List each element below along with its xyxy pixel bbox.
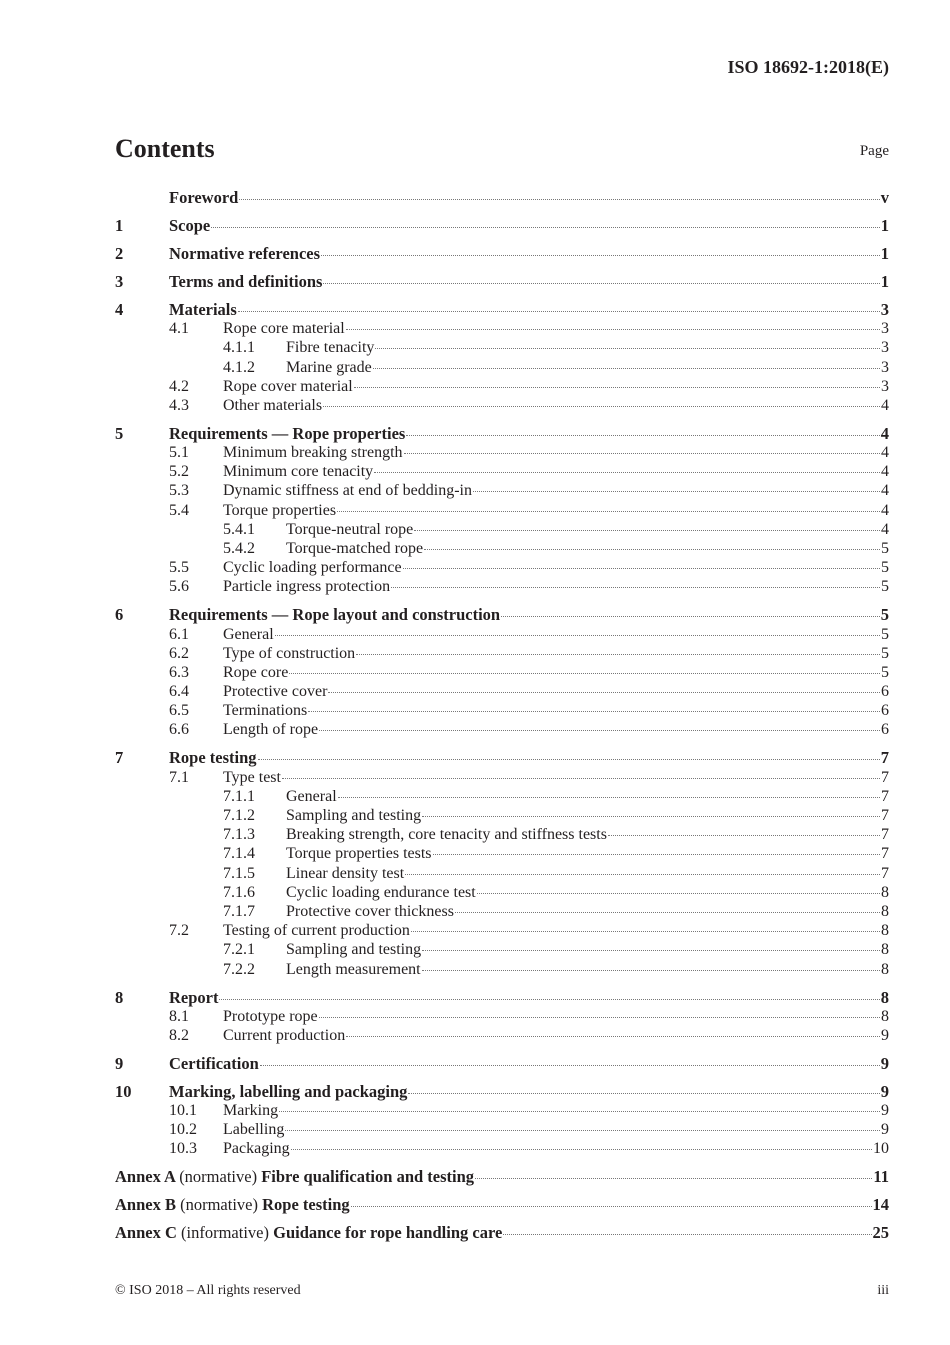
section-page: 9	[880, 1081, 889, 1101]
dot-leader	[291, 1149, 872, 1150]
toc-entry[interactable]	[115, 319, 889, 338]
section-title: Type of construction	[223, 644, 356, 662]
section-number: 8	[115, 987, 124, 1007]
toc-entry[interactable]	[115, 844, 889, 863]
section-page: 8	[881, 941, 889, 959]
section-page: 8	[881, 922, 889, 940]
dot-leader	[323, 406, 880, 407]
annex-page: 25	[872, 1223, 889, 1243]
section-page: 4	[881, 463, 889, 481]
section-page: 8	[881, 960, 889, 978]
section-title: Particle ingress protection	[223, 578, 391, 596]
section-title: Torque properties tests	[286, 845, 432, 863]
dot-leader	[282, 778, 880, 779]
section-title: Cyclic loading endurance test	[286, 883, 476, 901]
section-title: Labelling	[223, 1121, 285, 1139]
section-title: Type test	[223, 768, 281, 786]
dot-leader	[323, 283, 879, 284]
section-page: 5	[881, 644, 889, 662]
section-title: Linear density test	[286, 864, 405, 882]
section-page: 4	[881, 520, 889, 538]
section-title: Protective cover thickness	[286, 902, 454, 920]
toc-entry[interactable]	[115, 558, 889, 577]
section-page: 8	[881, 883, 889, 901]
section-number: 5.2	[169, 463, 189, 481]
section-number: 8.1	[169, 1007, 189, 1025]
section-number: 7.1.4	[223, 845, 255, 863]
annex-title: Fibre qualification and testing	[261, 1167, 475, 1187]
section-number: 7.1.7	[223, 902, 255, 920]
toc-entry[interactable]	[115, 244, 889, 263]
dot-leader	[475, 1178, 872, 1179]
toc-annex-entry[interactable]	[115, 1223, 889, 1242]
section-title: General	[223, 625, 274, 643]
section-page: v	[880, 188, 889, 207]
toc-entry[interactable]	[115, 864, 889, 883]
dot-leader	[422, 970, 880, 971]
section-number: 10.2	[169, 1121, 197, 1139]
section-title: Packaging	[223, 1140, 290, 1158]
section-number: 7.1.1	[223, 787, 255, 805]
section-page: 7	[881, 807, 889, 825]
section-page: 7	[880, 748, 889, 768]
section-title: Rope cover material	[223, 377, 353, 395]
section-number: 7.2.1	[223, 941, 255, 959]
section-title: Requirements — Rope layout and construction	[169, 605, 501, 625]
section-number: 7.1.6	[223, 883, 255, 901]
section-title: Foreword	[169, 188, 239, 207]
dot-leader	[275, 635, 880, 636]
section-number: 7	[115, 748, 124, 768]
section-title: Breaking strength, core tenacity and stiffness tests	[286, 826, 607, 844]
section-title: Marking, labelling and packaging	[169, 1081, 408, 1101]
toc-entry[interactable]	[115, 501, 889, 520]
section-number: 10.3	[169, 1140, 197, 1158]
section-title: Torque-neutral rope	[286, 520, 414, 538]
section-title: Current production	[223, 1026, 346, 1044]
section-number: 7.2.2	[223, 960, 255, 978]
dot-leader	[260, 1065, 880, 1066]
toc-entry[interactable]	[115, 1026, 889, 1045]
section-number: 7.1.2	[223, 807, 255, 825]
toc-entry[interactable]	[115, 539, 889, 558]
section-page: 8	[880, 987, 889, 1007]
toc-annex-entry[interactable]	[115, 1167, 889, 1186]
dot-leader	[373, 368, 880, 369]
section-title: Minimum breaking strength	[223, 444, 403, 462]
section-number: 5.5	[169, 559, 189, 577]
dot-leader	[473, 491, 880, 492]
section-page: 3	[881, 339, 889, 357]
section-title: Rope core material	[223, 320, 345, 338]
annex-heading	[115, 1167, 474, 1186]
toc-entry[interactable]	[115, 216, 889, 235]
toc-entry[interactable]	[115, 338, 889, 357]
section-title: Report	[169, 987, 219, 1007]
toc-entry[interactable]	[115, 462, 889, 481]
page-title: Contents	[115, 134, 215, 163]
section-title: Testing of current production	[223, 922, 410, 940]
section-page: 3	[880, 299, 889, 319]
section-number: 5.1	[169, 444, 189, 462]
dot-leader	[356, 654, 880, 655]
section-page: 9	[881, 1121, 889, 1139]
section-number: 10	[115, 1081, 132, 1101]
section-number: 5.3	[169, 482, 189, 500]
page-number: iii	[877, 1283, 889, 1298]
toc-entry[interactable]	[115, 577, 889, 596]
section-page: 3	[881, 320, 889, 338]
section-number: 3	[115, 271, 124, 291]
dot-leader	[414, 530, 880, 531]
dot-leader	[321, 255, 880, 256]
toc-entry[interactable]	[115, 682, 889, 701]
toc-entry[interactable]	[115, 988, 889, 1007]
section-title: Protective cover	[223, 683, 328, 701]
section-page: 3	[881, 358, 889, 376]
section-title: Length measurement	[286, 960, 421, 978]
section-number: 4.3	[169, 396, 189, 414]
section-number: 7.1	[169, 768, 189, 786]
dot-leader	[433, 854, 880, 855]
dot-leader	[391, 587, 880, 588]
dot-leader	[501, 616, 880, 617]
section-page: 7	[881, 768, 889, 786]
section-number: 2	[115, 243, 124, 263]
toc-entry[interactable]	[115, 188, 889, 207]
section-title: Rope testing	[169, 748, 257, 768]
annex-label: Annex C	[115, 1223, 177, 1243]
toc-entry[interactable]	[115, 1007, 889, 1026]
dot-leader	[455, 912, 880, 913]
section-number: 6.6	[169, 721, 189, 739]
section-page: 4	[881, 396, 889, 414]
dot-leader	[219, 999, 879, 1000]
section-number: 7.1.5	[223, 864, 255, 882]
section-page: 1	[880, 215, 889, 235]
dot-leader	[346, 1036, 880, 1037]
annex-type: (informative)	[181, 1223, 269, 1243]
section-number: 5.4.2	[223, 539, 255, 557]
section-number: 4.1.1	[223, 339, 255, 357]
section-page: 6	[881, 721, 889, 739]
dot-leader	[338, 797, 880, 798]
section-title: Rope core	[223, 663, 289, 681]
toc-entry[interactable]	[115, 377, 889, 396]
section-number: 5.6	[169, 578, 189, 596]
toc-entry[interactable]	[115, 520, 889, 539]
toc-entry[interactable]	[115, 396, 889, 415]
section-number: 4.1.2	[223, 358, 255, 376]
section-page: 10	[873, 1140, 889, 1158]
document-id-header: ISO 18692-1:2018(E)	[727, 57, 889, 77]
section-title: Scope	[169, 215, 211, 235]
dot-leader	[351, 1206, 872, 1207]
dot-leader	[424, 549, 880, 550]
toc-entry[interactable]	[115, 1082, 889, 1101]
section-title: Materials	[169, 299, 237, 319]
toc-entry[interactable]	[115, 424, 889, 443]
toc-entry[interactable]	[115, 825, 889, 844]
toc-entry[interactable]	[115, 883, 889, 902]
section-number: 10.1	[169, 1102, 197, 1120]
toc-entry[interactable]	[115, 1054, 889, 1073]
toc-entry[interactable]	[115, 806, 889, 825]
section-page: 9	[881, 1102, 889, 1120]
dot-leader	[308, 711, 880, 712]
section-page: 5	[881, 539, 889, 557]
dot-leader	[319, 1017, 880, 1018]
section-page: 5	[881, 578, 889, 596]
section-number: 6.4	[169, 683, 189, 701]
toc-entry[interactable]	[115, 272, 889, 291]
annex-heading	[115, 1195, 350, 1214]
dot-leader	[405, 874, 880, 875]
dot-leader	[477, 893, 880, 894]
dot-leader	[337, 511, 880, 512]
dot-leader	[211, 227, 880, 228]
section-number: 6.3	[169, 663, 189, 681]
section-page: 4	[881, 444, 889, 462]
toc-entry[interactable]	[115, 1139, 889, 1158]
section-page: 8	[881, 1007, 889, 1025]
section-number: 4.1	[169, 320, 189, 338]
dot-leader	[279, 1111, 880, 1112]
annex-type: (normative)	[179, 1167, 258, 1187]
toc-entry[interactable]	[115, 358, 889, 377]
dot-leader	[328, 692, 880, 693]
section-page: 4	[881, 501, 889, 519]
dot-leader	[289, 673, 880, 674]
dot-leader	[346, 329, 880, 330]
toc-entry[interactable]	[115, 300, 889, 319]
section-page: 5	[880, 605, 889, 625]
section-title: Certification	[169, 1053, 259, 1073]
section-title: Minimum core tenacity	[223, 463, 374, 481]
section-number: 5	[115, 423, 124, 443]
section-page: 7	[881, 864, 889, 882]
section-number: 5.4	[169, 501, 189, 519]
toc-entry[interactable]	[115, 443, 889, 462]
toc-entry[interactable]	[115, 701, 889, 720]
annex-title: Rope testing	[262, 1195, 350, 1215]
section-number: 4.2	[169, 377, 189, 395]
dot-leader	[285, 1130, 880, 1131]
annex-type: (normative)	[180, 1195, 258, 1215]
dot-leader	[354, 387, 880, 388]
section-number: 6.2	[169, 644, 189, 662]
section-number: 5.4.1	[223, 520, 255, 538]
section-page: 4	[880, 423, 889, 443]
section-page: 9	[880, 1053, 889, 1073]
annex-heading	[115, 1223, 502, 1242]
toc-entry[interactable]	[115, 663, 889, 682]
section-page: 6	[881, 702, 889, 720]
toc-annex-entry[interactable]	[115, 1195, 889, 1214]
toc-entry[interactable]	[115, 625, 889, 644]
dot-leader	[375, 348, 880, 349]
section-page: 8	[881, 902, 889, 920]
copyright-footer: © ISO 2018 – All rights reserved	[115, 1283, 301, 1298]
dot-leader	[374, 472, 880, 473]
annex-label: Annex A	[115, 1167, 176, 1187]
section-page: 5	[881, 663, 889, 681]
toc-entry[interactable]	[115, 787, 889, 806]
section-number: 7.2	[169, 922, 189, 940]
section-number: 4	[115, 299, 124, 319]
section-title: Terminations	[223, 702, 308, 720]
toc-entry[interactable]	[115, 921, 889, 940]
section-page: 6	[881, 683, 889, 701]
section-title: Prototype rope	[223, 1007, 318, 1025]
section-title: Torque properties	[223, 501, 337, 519]
section-page: 3	[881, 377, 889, 395]
annex-page: 11	[873, 1167, 889, 1187]
toc-entry[interactable]	[115, 605, 889, 624]
dot-leader	[422, 816, 880, 817]
section-title: Normative references	[169, 243, 321, 263]
toc-entry[interactable]	[115, 960, 889, 979]
section-title: Sampling and testing	[286, 941, 422, 959]
toc-entry[interactable]	[115, 748, 889, 767]
section-number: 6	[115, 605, 124, 625]
annex-page: 14	[872, 1195, 889, 1215]
section-page: 7	[881, 826, 889, 844]
section-number: 1	[115, 215, 124, 235]
page-column-label: Page	[859, 143, 889, 159]
dot-leader	[238, 311, 880, 312]
section-number: 7.1.3	[223, 826, 255, 844]
section-page: 4	[881, 482, 889, 500]
dot-leader	[403, 568, 880, 569]
section-number: 9	[115, 1053, 124, 1073]
section-page: 1	[880, 243, 889, 263]
toc-entry[interactable]	[115, 1101, 889, 1120]
toc-entry[interactable]	[115, 768, 889, 787]
toc-entry[interactable]	[115, 644, 889, 663]
section-page: 9	[881, 1026, 889, 1044]
section-title: Terms and definitions	[169, 271, 323, 291]
section-number: 8.2	[169, 1026, 189, 1044]
section-title: Marine grade	[286, 358, 372, 376]
section-title: Torque-matched rope	[286, 539, 424, 557]
dot-leader	[404, 453, 880, 454]
section-number: 6.5	[169, 702, 189, 720]
dot-leader	[258, 759, 880, 760]
section-number: 6.1	[169, 625, 189, 643]
annex-label: Annex B	[115, 1195, 176, 1215]
section-title: Length of rope	[223, 721, 319, 739]
table-of-contents	[115, 188, 889, 1243]
toc-entry[interactable]	[115, 902, 889, 921]
section-title: Dynamic stiffness at end of bedding-in	[223, 482, 472, 500]
section-title: Sampling and testing	[286, 807, 422, 825]
toc-entry[interactable]	[115, 940, 889, 959]
section-title: Other materials	[223, 396, 323, 414]
section-page: 7	[881, 787, 889, 805]
dot-leader	[319, 730, 880, 731]
section-title: Marking	[223, 1102, 279, 1120]
toc-entry[interactable]	[115, 720, 889, 739]
annex-title: Guidance for rope handling care	[273, 1223, 503, 1243]
toc-entry[interactable]	[115, 1120, 889, 1139]
section-title: Cyclic loading performance	[223, 559, 402, 577]
dot-leader	[422, 950, 880, 951]
section-title: General	[286, 787, 337, 805]
dot-leader	[239, 199, 879, 200]
section-page: 5	[881, 559, 889, 577]
dot-leader	[408, 1093, 879, 1094]
section-title: Requirements — Rope properties	[169, 423, 406, 443]
section-title: Fibre tenacity	[286, 339, 375, 357]
section-page: 7	[881, 845, 889, 863]
dot-leader	[406, 435, 879, 436]
dot-leader	[503, 1234, 871, 1235]
section-page: 5	[881, 625, 889, 643]
toc-entry[interactable]	[115, 481, 889, 500]
dot-leader	[411, 931, 880, 932]
dot-leader	[608, 835, 880, 836]
section-page: 1	[880, 271, 889, 291]
